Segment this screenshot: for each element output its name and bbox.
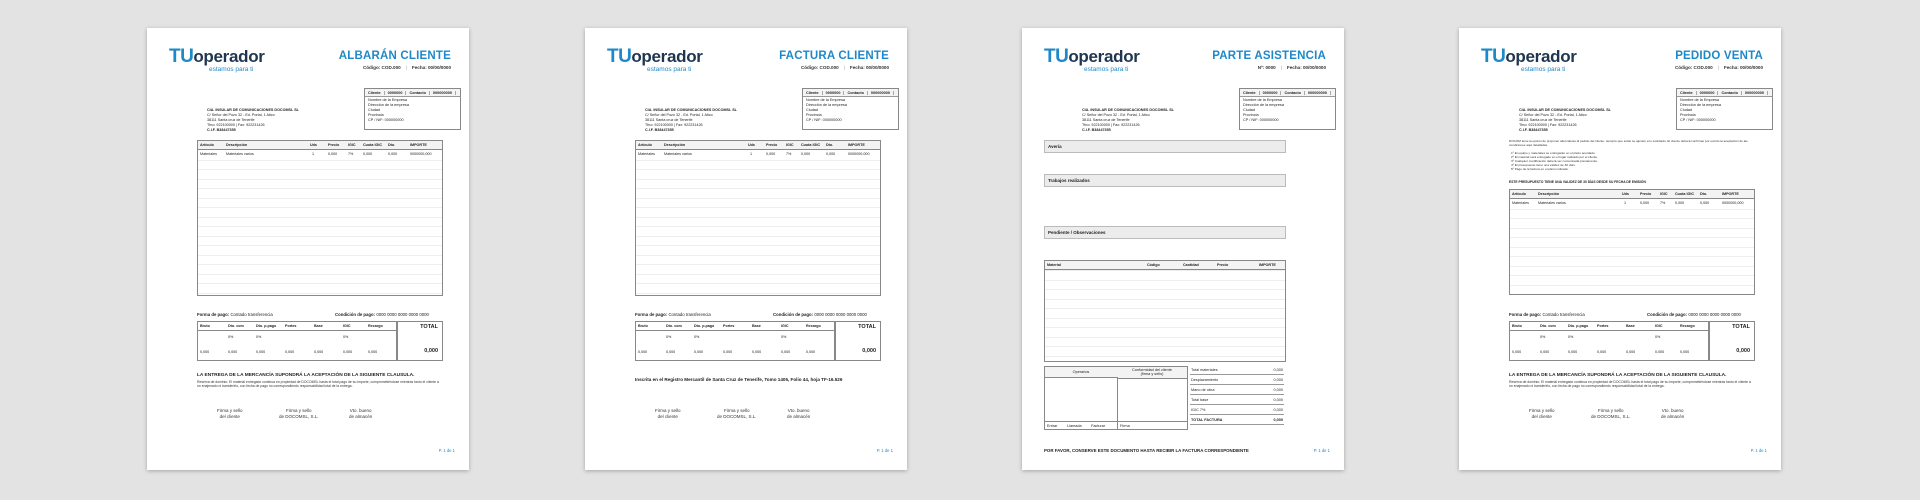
page-number: P. 1 de 1 bbox=[438, 448, 455, 453]
items-table: Artículo Descripción Uds Precio IGIC Cuota IGIC Dto. IMPORTE Materiales Materiales varios 1 0,000 7% 0,000 0,000 0000000,000 bbox=[1509, 189, 1755, 295]
order-conditions: 1º El equipo y materiales se entregarán en el plazo acordado. 2º El material será entregado en el lugar indicado por el cliente. 3º Cualquier modificación deberá ser comunicada previamente. 4º El presupuesto tiene una validez de 30 días. 5º Pago de la factura en el plazo indicado. bbox=[1511, 151, 1598, 171]
document-page-factura bbox=[585, 28, 907, 470]
brand-logo: TUoperador bbox=[607, 46, 703, 67]
section-trabajos: Trabajos realizados bbox=[1044, 174, 1286, 187]
client-box: Cliente 0000000 Contacto 000000000 Nombre de la Empresa Dirección de la empresa Ciudad Provincia CP / NIF: 000000000 bbox=[1676, 88, 1773, 130]
signatures-box: Operarios Conformidad del cliente (firma y sello) Entrar Llamada Facturar Firma bbox=[1044, 366, 1188, 430]
brand-tagline: estamos para ti bbox=[1521, 66, 1566, 73]
brand-tagline: estamos para ti bbox=[209, 66, 254, 73]
legal-text: Reserva de dominio: El material entregado continua en propiedad de DOCOMSL hasta el total pago de su importe, comprometiéndose mientras tanto el cliente a no enajenarlo ni transferirlo, con fecha de pago no correspondiendo responsabilidad total de la entrega. bbox=[197, 380, 439, 389]
signature-warehouse: Vto. bueno de almacén bbox=[1661, 408, 1685, 419]
section-averia: Avería bbox=[1044, 140, 1286, 153]
document-page-parte-asistencia bbox=[1022, 28, 1344, 470]
document-title: FACTURA CLIENTE bbox=[779, 50, 889, 62]
brand-logo: TUoperador bbox=[1044, 46, 1140, 67]
signature-company: Firma y sello de DOCOMSL, S.L. bbox=[1591, 408, 1631, 419]
summary-totals: Total materiales 0,000 Desplazamiento 0,000 Mano de obra 0,000 Total base 0,000 IGIC 7% 0,000 TOTAL FACTURA 0,000 bbox=[1190, 366, 1284, 428]
signature-company: Firma y sello de DOCOMSL, S.L. bbox=[279, 408, 319, 419]
brand-tagline: estamos para ti bbox=[1084, 66, 1129, 73]
totals-grid: Bruto Dto. com Dto. p.pago Portes Base IGIC Recargo 0% 0% 0% 0,000 0,000 0,000 0,000 0,000 0,000 0,000 bbox=[1509, 321, 1709, 361]
signature-client: Firma y sello del cliente bbox=[217, 408, 243, 419]
document-meta: Código: COD.000 | Fecha: 00/00/0000 bbox=[362, 65, 451, 70]
client-box: Cliente 0000000 Contacto 000000000 Nombre de la Empresa Dirección de la empresa Ciudad Provincia CP / NIF: 000000000 bbox=[364, 88, 461, 130]
legal-title: LA ENTREGA DE LA MERCANCÍA SUPONDRÁ LA ACEPTACIÓN DE LA SIGUIENTE CLAUSULA. bbox=[1509, 373, 1727, 378]
signature-warehouse: Vto. bueno de almacén bbox=[787, 408, 811, 419]
company-info: CIA. INSULAR DE COMUNICACIONES DOCOMSL SL C/ Señor del Pozo 32 - Ed. Portal, 1 Atico 38111 Santa cruz de Tenerife Tfno: 922100000 | Fax: 922231426 C.I.F. B38447355 bbox=[207, 108, 299, 132]
total-box: TOTAL 0,000 bbox=[835, 321, 881, 361]
payment-method: Forma de pago: Contado transferencia bbox=[635, 312, 711, 317]
document-title: PEDIDO VENTA bbox=[1675, 50, 1763, 62]
items-table: Artículo Descripción Uds Precio IGIC Cuota IGIC Dto. IMPORTE Materiales Materiales varios 1 0,000 7% 0,000 0,000 0000000,000 bbox=[635, 140, 881, 296]
brand-logo: TUoperador bbox=[1481, 46, 1577, 67]
payment-condition: Condición de pago: 0000 0000 0000 0000 0000 bbox=[335, 312, 429, 317]
document-meta: Código: COD.000 | Fecha: 00/00/0000 bbox=[1674, 65, 1763, 70]
payment-condition: Condición de pago: 0000 0000 0000 0000 0000 bbox=[773, 312, 867, 317]
payment-condition: Condición de pago: 0000 0000 0000 0000 0000 bbox=[1647, 312, 1741, 317]
validity-note: ESTE PRESUPUESTO TIENE UNA VALIDEZ DE 30 DÍAS DESDE SU FECHA DE EMISIÓN bbox=[1509, 180, 1646, 184]
company-info: CIA. INSULAR DE COMUNICACIONES DOCOMSL SL C/ Señor del Pozo 32 - Ed. Portal, 1 Atico 38111 Santa cruz de Tenerife Tfno: 922100000 | Fax: 922231426 C.I.F. B38447355 bbox=[1082, 108, 1174, 132]
legal-title: LA ENTREGA DE LA MERCANCÍA SUPONDRÁ LA ACEPTACIÓN DE LA SIGUIENTE CLAUSULA. bbox=[197, 373, 415, 378]
company-info: CIA. INSULAR DE COMUNICACIONES DOCOMSL SL C/ Señor del Pozo 32 - Ed. Portal, 1 Atico 38111 Santa cruz de Tenerife Tfno: 922100000 | Fax: 922231426 C.I.F. B38447355 bbox=[1519, 108, 1611, 132]
document-page-pedido-venta bbox=[1459, 28, 1781, 470]
footer-note: POR FAVOR, CONSERVE ESTE DOCUMENTO HASTA RECIBIR LA FACTURA CORRESPONDIENTE bbox=[1044, 448, 1249, 453]
total-box: TOTAL 0,000 bbox=[1709, 321, 1755, 361]
page-number: P. 1 de 1 bbox=[1750, 448, 1767, 453]
items-table: Artículo Descripción Uds Precio IGIC Cuota IGIC Dto. IMPORTE Materiales Materiales varios 1 0,000 7% 0,000 0,000 0000000,000 bbox=[197, 140, 443, 296]
document-meta: Nº: 0000 | Fecha: 00/00/0000 bbox=[1257, 65, 1326, 70]
section-pendiente: Pendiente / Observaciones bbox=[1044, 226, 1286, 239]
legal-text: Reserva de dominio: El material entregado continua en propiedad de DOCOMSL hasta el total pago de su importe, comprometiéndose mientras tanto el cliente a no enajenarlo ni transferirlo, con fecha de pago no correspondiendo responsabilidad total de la entrega. bbox=[1509, 380, 1751, 389]
document-meta: Código: COD.000 | Fecha: 00/00/0000 bbox=[800, 65, 889, 70]
brand-logo: TUoperador bbox=[169, 46, 265, 67]
signature-client: Firma y sello del cliente bbox=[655, 408, 681, 419]
client-box: Cliente 0000000 Contacto 000000000 Nombre de la Empresa Dirección de la empresa Ciudad Provincia CP / NIF: 000000000 bbox=[1239, 88, 1336, 130]
totals-grid: Bruto Dto. com Dto. p.pago Portes Base IGIC Recargo 0% 0% 0% 0,000 0,000 0,000 0,000 0,000 0,000 0,000 bbox=[635, 321, 835, 361]
total-box: TOTAL 0,000 bbox=[397, 321, 443, 361]
signature-client: Firma y sello del cliente bbox=[1529, 408, 1555, 419]
client-box: Cliente 0000000 Contacto 000000000 Nombre de la Empresa Dirección de la empresa Ciudad Provincia CP / NIF: 000000000 bbox=[802, 88, 899, 130]
signature-warehouse: Vto. bueno de almacén bbox=[349, 408, 373, 419]
brand-tagline: estamos para ti bbox=[647, 66, 692, 73]
payment-method: Forma de pago: Contado transferencia bbox=[1509, 312, 1585, 317]
document-title: PARTE ASISTENCIA bbox=[1212, 50, 1326, 62]
document-title: ALBARÁN CLIENTE bbox=[338, 50, 451, 62]
signature-company: Firma y sello de DOCOMSL, S.L. bbox=[717, 408, 757, 419]
order-intro: DOCOM tiene la opción de proponer alternativas al pedido del cliente, siempre que éstas se ajusten a lo solicitado. El cliente deberá confirmar por escrito la aceptación de las condiciones aquí detalladas. bbox=[1509, 139, 1748, 147]
registry-note: Inscrita en el Registro Mercantil de Santa Cruz de Tenerife, Tomo 1405, Folio 44, hoja TF-16.526 bbox=[635, 377, 843, 382]
payment-method: Forma de pago: Contado transferencia bbox=[197, 312, 273, 317]
totals-grid: Bruto Dto. com Dto. p.pago Portes Base IGIC Recargo 0% 0% 0% 0,000 0,000 0,000 0,000 0,000 0,000 0,000 bbox=[197, 321, 397, 361]
company-info: CIA. INSULAR DE COMUNICACIONES DOCOMSL SL C/ Señor del Pozo 32 - Ed. Portal, 1 Atico 38111 Santa cruz de Tenerife Tfno: 922100000 | Fax: 922231426 C.I.F. B38447355 bbox=[645, 108, 737, 132]
materials-table: Material Código Cantidad Precio IMPORTE bbox=[1044, 260, 1286, 362]
page-number: P. 1 de 1 bbox=[876, 448, 893, 453]
document-page-albaran bbox=[147, 28, 469, 470]
page-number: P. 1 de 1 bbox=[1313, 448, 1330, 453]
